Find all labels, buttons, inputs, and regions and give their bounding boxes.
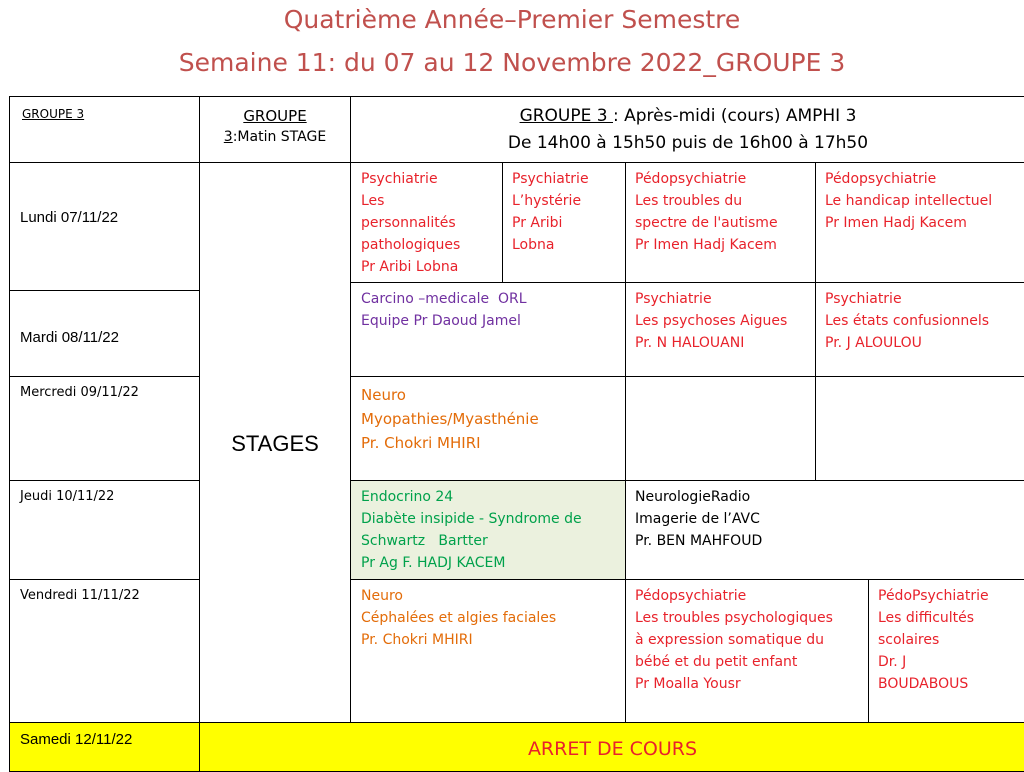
day-label-samedi xyxy=(20,731,132,748)
course-lundi-2: Psychiatrie L’hystérie Pr Aribi Lobna xyxy=(512,171,589,253)
day-label-lundi xyxy=(20,209,118,226)
header-morning-subtitle xyxy=(200,127,350,147)
stages-label: STAGES xyxy=(231,431,319,456)
course-cell-lundi-1 xyxy=(350,162,503,283)
day-label-mercredi: Mercredi 09/11/22 xyxy=(20,385,139,400)
page-subtitle: Semaine 11: du 07 au 12 Novembre 2022_GROUPE 3 xyxy=(178,48,846,77)
course-vendredi-2: Pédopsychiatrie Les troubles psychologiques à expression somatique du bébé et du petit enfant Pr Moalla Yousr xyxy=(635,588,833,692)
day-cell-mardi xyxy=(9,290,200,377)
header-morning-title xyxy=(200,105,350,127)
day-date-lundi: 07/11/22 xyxy=(60,209,119,226)
course-cell-mardi-3 xyxy=(815,282,1024,377)
course-lundi-4: Pédopsychiatrie Le handicap intellectuel Pr Imen Hadj Kacem xyxy=(825,171,993,231)
course-cell-vendredi-1 xyxy=(350,579,626,723)
header-group-cell xyxy=(9,96,200,163)
course-cell-vendredi-3 xyxy=(868,579,1024,723)
course-jeudi-2: NeurologieRadio Imagerie de l’AVC Pr. BEN MAHFOUD xyxy=(635,489,763,549)
header-afternoon-line2: De 14h00 à 15h50 puis de 16h00 à 17h50 xyxy=(507,133,869,153)
course-cell-lundi-2 xyxy=(502,162,626,283)
course-cell-mardi-2 xyxy=(625,282,816,377)
course-cell-vendredi-2 xyxy=(625,579,869,723)
arret-label: ARRET DE COURS xyxy=(527,738,698,760)
course-cell-mercredi-2 xyxy=(625,376,816,481)
day-cell-lundi xyxy=(9,162,200,291)
day-name-samedi: Samedi xyxy=(20,731,71,748)
course-cell-jeudi-1 xyxy=(350,480,626,580)
header-group-label: GROUPE 3 xyxy=(22,107,85,121)
course-mercredi-1: Neuro Myopathies/Myasthénie Pr. Chokri MHIRI xyxy=(361,386,539,452)
day-name-mardi: Mardi xyxy=(20,329,58,346)
header-morning-group: GROUPE xyxy=(243,107,307,125)
header-afternoon-cell xyxy=(350,96,1024,163)
course-cell-mercredi-1 xyxy=(350,376,626,481)
course-mardi-2: Psychiatrie Les psychoses Aigues Pr. N HALOUANI xyxy=(635,291,788,351)
course-mardi-1: Carcino –medicale ORL Equipe Pr Daoud Jamel xyxy=(361,291,527,329)
course-cell-lundi-3 xyxy=(625,162,816,283)
day-date-samedi: 12/11/22 xyxy=(75,731,133,748)
course-mardi-3: Psychiatrie Les états confusionnels Pr. J ALOULOU xyxy=(825,291,990,351)
day-label-jeudi: Jeudi 10/11/22 xyxy=(20,489,115,504)
day-name-lundi: Lundi xyxy=(20,209,57,226)
day-cell-vendredi xyxy=(9,579,200,723)
day-cell-jeudi xyxy=(9,480,200,580)
course-jeudi-1: Endocrino 24 Diabète insipide - Syndrome de Schwartz Bartter Pr Ag F. HADJ KACEM xyxy=(361,489,582,571)
day-date-mardi: 08/11/22 xyxy=(61,329,119,346)
header-morning-rest: :Matin STAGE xyxy=(232,129,327,145)
header-afternoon-line1 xyxy=(351,104,1024,128)
course-cell-mardi-1 xyxy=(350,282,626,377)
day-label-mardi xyxy=(20,329,119,346)
arret-cell xyxy=(199,722,1024,772)
header-morning-number: 3 xyxy=(223,129,233,145)
stages-cell xyxy=(199,162,351,723)
course-lundi-1: Psychiatrie Les personnalités pathologiques Pr Aribi Lobna xyxy=(361,171,461,275)
day-label-vendredi: Vendredi 11/11/22 xyxy=(20,588,140,603)
course-vendredi-1: Neuro Céphalées et algies faciales Pr. Chokri MHIRI xyxy=(361,588,557,648)
course-cell-mercredi-3 xyxy=(815,376,1024,481)
course-cell-jeudi-2 xyxy=(625,480,1024,580)
course-cell-lundi-4 xyxy=(815,162,1024,283)
day-cell-samedi xyxy=(9,722,200,772)
header-morning-cell xyxy=(199,96,351,163)
day-cell-mercredi xyxy=(9,376,200,481)
header-afternoon-rest: : Après-midi (cours) AMPHI 3 xyxy=(613,106,857,126)
course-vendredi-3: PédoPsychiatrie Les difficultés scolaires Dr. J BOUDABOUS xyxy=(878,588,989,692)
course-lundi-3: Pédopsychiatrie Les troubles du spectre de l'autisme Pr Imen Hadj Kacem xyxy=(635,171,778,253)
page-title: Quatrième Année–Premier Semestre xyxy=(283,5,741,34)
header-afternoon-group: GROUPE 3 xyxy=(519,106,613,126)
